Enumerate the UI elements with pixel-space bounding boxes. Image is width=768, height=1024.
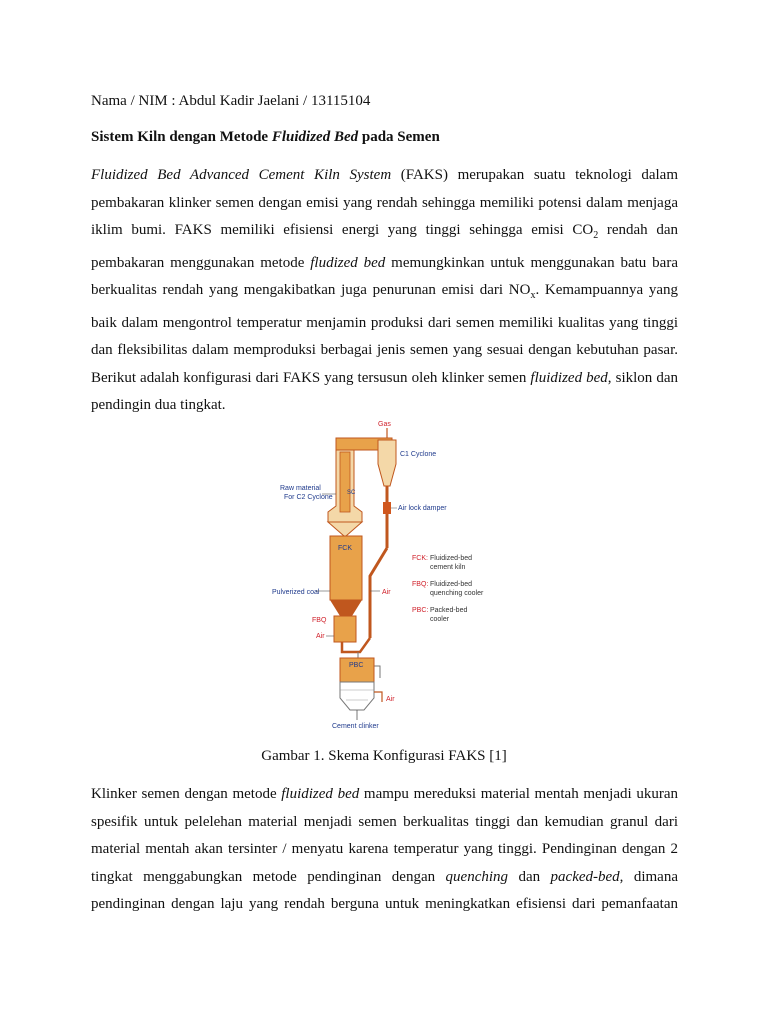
label-air-1: Air (382, 589, 391, 596)
legend-fck-2: cement kiln (430, 564, 466, 571)
legend-fck-1: Fluidized-bed (430, 555, 473, 562)
sc-cone (328, 522, 362, 536)
paragraph-2 (91, 781, 678, 919)
legend-fbq-2: quenching cooler (430, 590, 484, 597)
figure-caption: Gambar 1. Skema Konfigurasi FAKS [1] (261, 748, 507, 764)
p1-line-2: pembakaran klinker semen dengan emisi yang rendah sehingga memiliki potensi dalam menjaga (91, 194, 678, 211)
legend-pbc-1: Packed-bed (430, 607, 468, 614)
legend-fbq-key: FBQ: (412, 581, 429, 588)
p2-line-3: material mentah akan tersinter / menyatu karena temperatur yang tinggi. Pendinginan dengan 2 (91, 841, 678, 857)
p1-line-1: Fluidized Bed Advanced Cement Kiln System (FAKS) merupakan suatu teknologi dalam (91, 167, 678, 183)
faks-diagram (270, 416, 510, 736)
fbq-vessel (334, 616, 356, 642)
label-pulverized-coal: Pulverized coal (272, 589, 320, 596)
label-air-3: Air (386, 696, 395, 703)
p2-line-4: tingkat menggabungkan metode pendinginan dengan quenching dan packed-bed, dimana (91, 868, 678, 885)
section-title (91, 124, 678, 152)
title-prefix: Sistem Kiln dengan Metode (91, 129, 272, 145)
legend-pbc-2: cooler (430, 616, 450, 623)
title-suffix: pada Semen (358, 129, 440, 145)
p1-line-5: berkualitas rendah yang mengakibatkan juga penurunan emisi dari $NO_x$. Kemampuannya yang (91, 282, 678, 301)
p2-line-5: pendinginan dengan laju yang rendah berguna untuk meningkatkan efisiensi dari pemanfaatan (91, 896, 678, 912)
label-c1: C1 Cyclone (400, 451, 437, 458)
label-air-2: Air (316, 633, 325, 640)
label-raw-2: For C2 Cyclone (284, 494, 333, 501)
sc-column (340, 452, 350, 512)
p2-line-1: Klinker semen dengan metode fluidized bed mampu mereduksi material mentah menjadi ukuran (91, 786, 678, 802)
p1-line-7: dan fleksibilitas dalam memproduksi berbagai jenis semen yang sesuai dengan kebutuhan pasar. (91, 342, 678, 358)
label-sc: SC (347, 490, 356, 496)
legend-fbq-1: Fluidized-bed (430, 581, 473, 588)
p1-line-8: Berikut adalah konfigurasi dari FAKS yang tersusun oleh klinker semen fluidized bed, siklon dan (91, 369, 678, 386)
name-nim-text: Nama / NIM : Abdul Kadir Jaelani / 13115104 (91, 93, 371, 109)
label-pbc: PBC (349, 662, 364, 669)
p1-line-9: pendingin dua tingkat. (91, 397, 226, 413)
title-italic: Fluidized Bed (271, 129, 359, 145)
legend-fck-key: FCK: (412, 555, 428, 562)
label-raw-1: Raw material (280, 485, 321, 492)
pbc-hopper (340, 682, 374, 710)
p1-line-6: baik dalam mengontrol temperatur menjamin produksi dari semen memiliki kualitas yang tinggi (91, 314, 678, 331)
p2-line-2: spesifik untuk pelelehan material menjadi semen berkualitas tinggi dan kemudian granul dari (91, 813, 678, 830)
paragraph-1 (91, 162, 678, 420)
label-fck: FCK (338, 545, 352, 552)
label-cement-clinker: Cement clinker (332, 723, 379, 730)
c1-cyclone (378, 440, 396, 486)
air-lock-damper-icon (383, 502, 391, 514)
p1-line-4: pembakaran menggunakan metode fludized bed memungkinkan untuk menggunakan batu bara (91, 254, 678, 271)
label-fbq: FBQ (312, 617, 327, 624)
name-line (91, 88, 678, 116)
label-damper: Air lock damper (398, 505, 447, 512)
legend-pbc-key: PBC: (412, 607, 429, 614)
label-gas: Gas (378, 421, 391, 428)
air-pipe-3 (374, 692, 382, 702)
fck-cone (330, 600, 362, 616)
p1-line-3: iklim bumi. FAKS memiliki efisiensi energi yang tinggi sehingga emisi $CO_2$ rendah dan (91, 222, 678, 241)
